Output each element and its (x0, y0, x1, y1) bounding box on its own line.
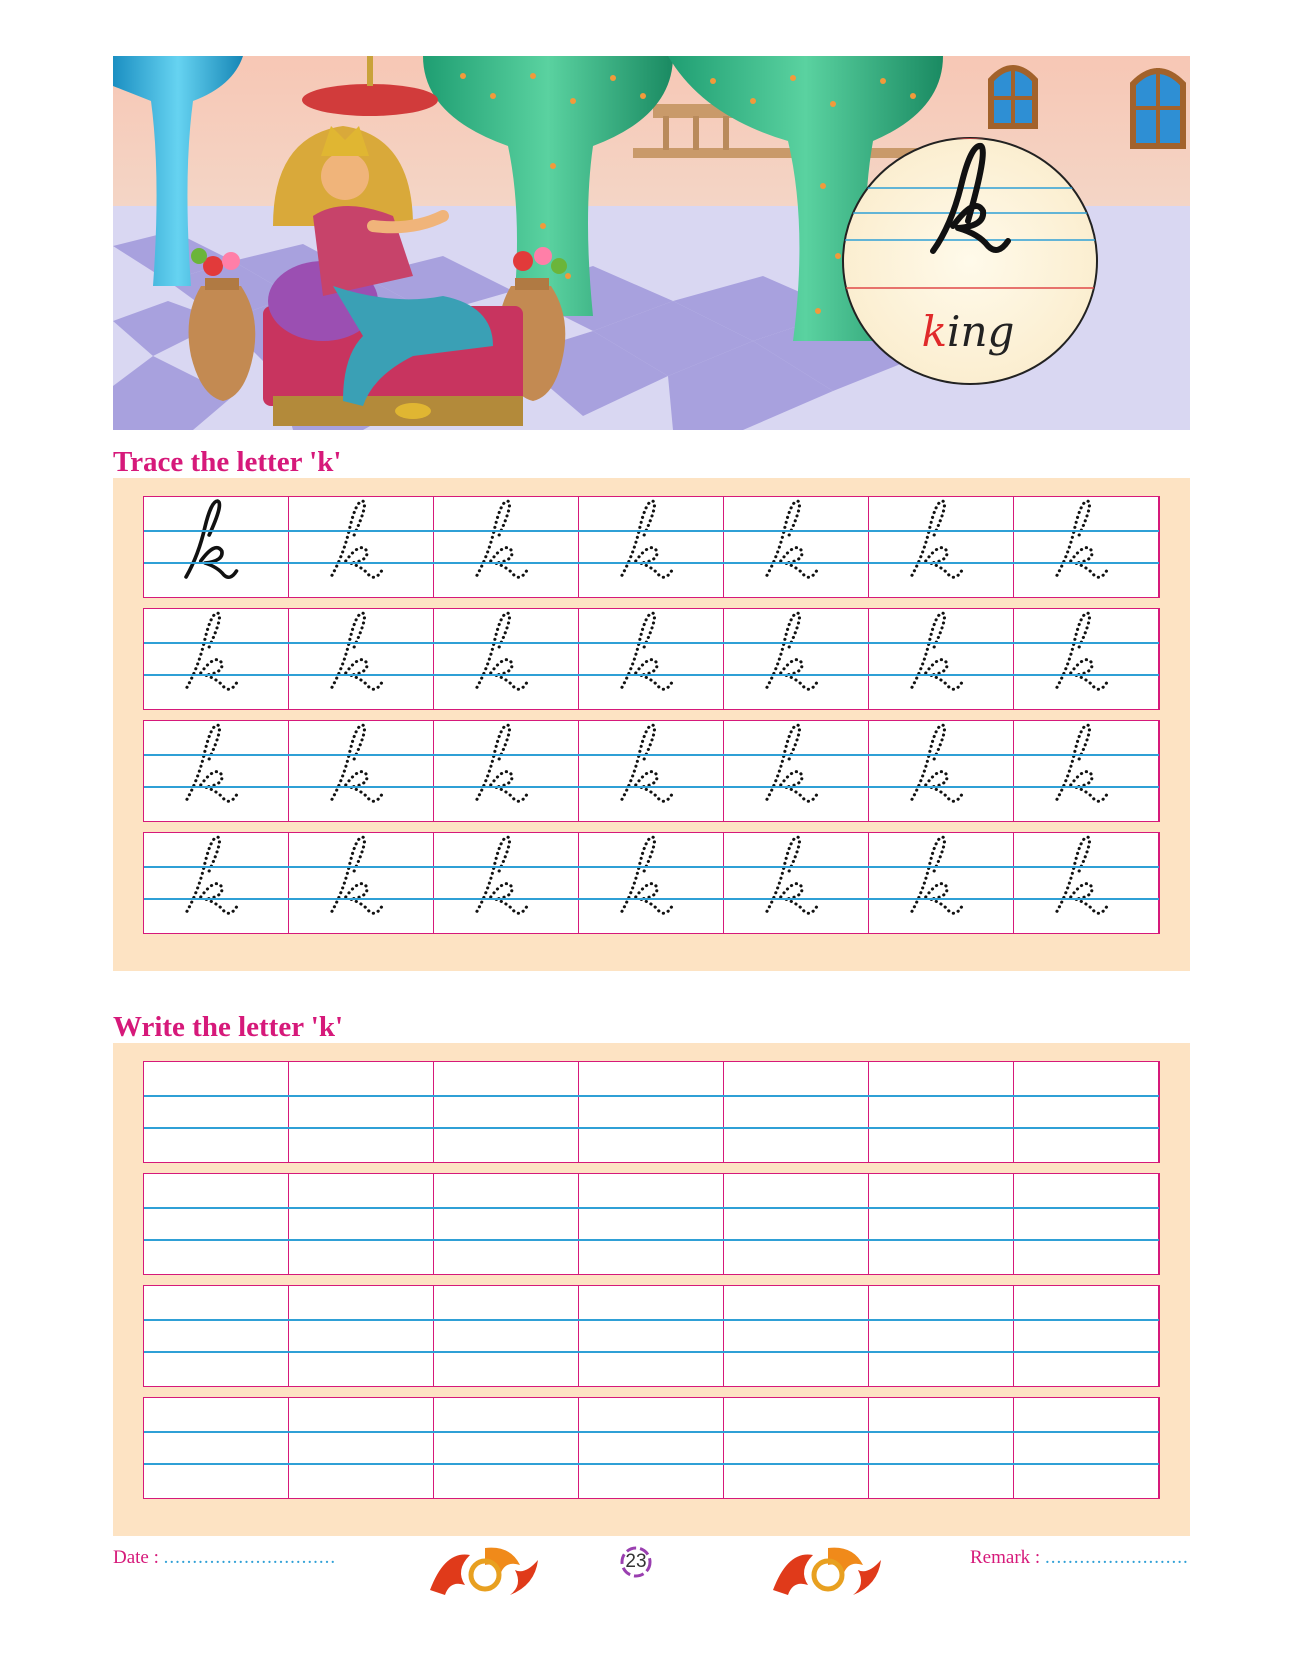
trace-cell[interactable] (434, 609, 579, 709)
guide-line (144, 674, 1159, 676)
dotted-letter-k-icon (724, 497, 868, 597)
guide-line (144, 1463, 1159, 1465)
write-cell[interactable] (434, 1398, 579, 1498)
guide-line (144, 786, 1159, 788)
write-cell[interactable] (1014, 1286, 1159, 1386)
dotted-letter-k-icon (1014, 497, 1158, 597)
write-cell[interactable] (724, 1062, 869, 1162)
trace-cell[interactable] (434, 497, 579, 597)
write-row (143, 1061, 1160, 1163)
trace-cell[interactable] (289, 721, 434, 821)
guide-line (144, 1207, 1159, 1209)
trace-cell[interactable] (579, 497, 724, 597)
guide-line (144, 562, 1159, 564)
trace-cell[interactable] (724, 497, 869, 597)
write-cell[interactable] (579, 1398, 724, 1498)
trace-row (143, 720, 1160, 822)
trace-cell[interactable] (724, 833, 869, 933)
trace-cell[interactable] (1014, 497, 1159, 597)
trace-row (143, 832, 1160, 934)
guide-line (144, 1319, 1159, 1321)
trace-cell[interactable] (869, 497, 1014, 597)
dotted-letter-k-icon (289, 721, 433, 821)
page-number: 23 (625, 1551, 647, 1572)
page-number-badge (618, 1544, 654, 1580)
write-cell[interactable] (869, 1286, 1014, 1386)
write-cell[interactable] (434, 1174, 579, 1274)
write-cell[interactable] (579, 1062, 724, 1162)
word-first-letter: k (921, 307, 948, 356)
dotted-letter-k-icon (434, 833, 578, 933)
palace-scene-illustration (113, 56, 1190, 430)
guide-line (144, 866, 1159, 868)
dotted-letter-k-icon (144, 721, 288, 821)
write-cell[interactable] (289, 1398, 434, 1498)
trace-cell[interactable] (579, 609, 724, 709)
svg-text:king (922, 307, 1015, 356)
guide-line (144, 898, 1159, 900)
remark-dots: ......................... (1044, 1547, 1189, 1568)
flame-ornament-left-icon (425, 1540, 543, 1602)
guide-line (144, 1239, 1159, 1241)
dotted-letter-k-icon (1014, 721, 1158, 821)
dotted-letter-k-icon (144, 609, 288, 709)
guide-line (144, 642, 1159, 644)
write-cell[interactable] (144, 1174, 289, 1274)
dotted-letter-k-icon (289, 833, 433, 933)
dotted-letter-k-icon (869, 497, 1013, 597)
dotted-letter-k-icon (579, 497, 723, 597)
trace-cell[interactable] (1014, 721, 1159, 821)
date-field[interactable] (113, 1547, 336, 1569)
write-cell[interactable] (144, 1398, 289, 1498)
trace-cell[interactable] (1014, 833, 1159, 933)
guide-line (144, 1351, 1159, 1353)
trace-cell[interactable] (724, 721, 869, 821)
write-cell[interactable] (434, 1286, 579, 1386)
write-cell[interactable] (289, 1174, 434, 1274)
guide-line (144, 1127, 1159, 1129)
write-cell[interactable] (144, 1286, 289, 1386)
king-illustration (113, 56, 1190, 430)
remark-field[interactable] (970, 1547, 1189, 1569)
dotted-letter-k-icon (144, 833, 288, 933)
write-cell[interactable] (144, 1062, 289, 1162)
write-cell[interactable] (1014, 1062, 1159, 1162)
dotted-letter-k-icon (724, 721, 868, 821)
dotted-letter-k-icon (724, 833, 868, 933)
trace-row (143, 608, 1160, 710)
write-cell[interactable] (579, 1174, 724, 1274)
guide-line (144, 754, 1159, 756)
trace-cell[interactable] (434, 833, 579, 933)
dotted-letter-k-icon (869, 833, 1013, 933)
flame-ornament-right-icon (768, 1540, 886, 1602)
dotted-letter-k-icon (579, 721, 723, 821)
dotted-letter-k-icon (869, 609, 1013, 709)
write-cell[interactable] (869, 1174, 1014, 1274)
dotted-letter-k-icon (434, 497, 578, 597)
write-cell[interactable] (724, 1286, 869, 1386)
write-section-title: Write the letter 'k' (113, 1011, 344, 1043)
trace-cell[interactable] (144, 609, 289, 709)
dotted-letter-k-icon (1014, 609, 1158, 709)
trace-cell[interactable] (869, 721, 1014, 821)
trace-cell[interactable] (289, 833, 434, 933)
trace-cell[interactable] (869, 833, 1014, 933)
write-cell[interactable] (579, 1286, 724, 1386)
trace-cell[interactable] (1014, 609, 1159, 709)
write-cell[interactable] (1014, 1398, 1159, 1498)
write-cell[interactable] (724, 1398, 869, 1498)
write-row (143, 1173, 1160, 1275)
trace-cell[interactable] (289, 497, 434, 597)
write-row (143, 1285, 1160, 1387)
dotted-letter-k-icon (434, 721, 578, 821)
trace-cell[interactable] (434, 721, 579, 821)
trace-cell[interactable] (869, 609, 1014, 709)
trace-cell[interactable] (144, 721, 289, 821)
dotted-letter-k-icon (289, 609, 433, 709)
trace-cell[interactable] (724, 609, 869, 709)
guide-line (144, 1431, 1159, 1433)
write-row (143, 1397, 1160, 1499)
dotted-letter-k-icon (1014, 833, 1158, 933)
dotted-letter-k-icon (724, 609, 868, 709)
write-cell[interactable] (289, 1062, 434, 1162)
dotted-letter-k-icon (869, 721, 1013, 821)
write-cell[interactable] (869, 1062, 1014, 1162)
remark-label: Remark : (970, 1547, 1041, 1568)
trace-panel (113, 478, 1190, 971)
write-cell[interactable] (289, 1286, 434, 1386)
dotted-letter-k-icon (579, 609, 723, 709)
guide-line (144, 1095, 1159, 1097)
trace-cell[interactable] (144, 833, 289, 933)
write-cell[interactable] (434, 1062, 579, 1162)
dotted-letter-k-icon (289, 497, 433, 597)
trace-cell[interactable] (579, 721, 724, 821)
word-rest: ing (947, 307, 1015, 356)
write-panel (113, 1043, 1190, 1536)
write-cell[interactable] (724, 1174, 869, 1274)
dotted-letter-k-icon (434, 609, 578, 709)
dotted-letter-k-icon (579, 833, 723, 933)
write-cell[interactable] (869, 1398, 1014, 1498)
trace-row (143, 496, 1160, 598)
date-dots: .............................. (163, 1547, 337, 1568)
trace-section-title: Trace the letter 'k' (113, 446, 342, 478)
trace-cell[interactable] (289, 609, 434, 709)
trace-cell[interactable] (144, 497, 289, 597)
trace-cell[interactable] (579, 833, 724, 933)
write-cell[interactable] (1014, 1174, 1159, 1274)
date-label: Date : (113, 1547, 159, 1568)
guide-line (144, 530, 1159, 532)
model-letter-k-icon (144, 497, 288, 597)
